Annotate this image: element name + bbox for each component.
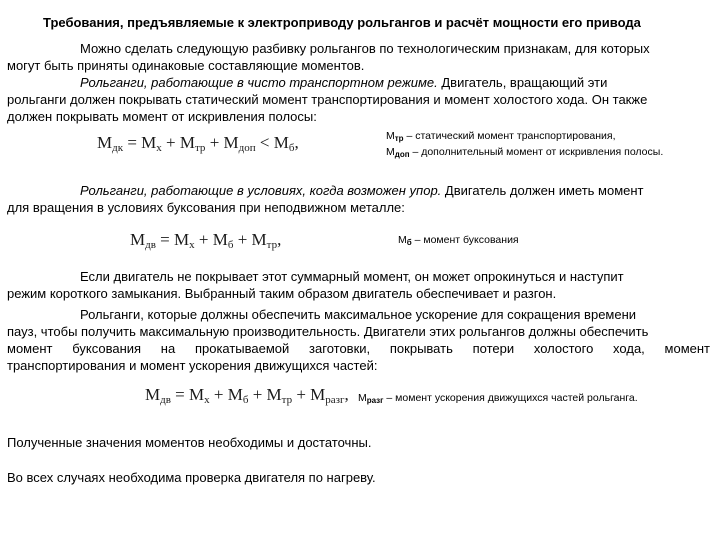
p4-line1: Рольганги, которые должны обеспечить максимальное ускорение для сокращения времени bbox=[80, 307, 637, 322]
s1-heading: Рольганги, работающие в чисто транспортном режиме. bbox=[80, 75, 438, 90]
s2-heading: Рольганги, работающие в условиях, когда возможен упор. bbox=[80, 183, 442, 198]
p6: Во всех случаях необходима проверка двигателя по нагреву. bbox=[7, 470, 376, 485]
s2-line1-rest: Двигатель должен иметь момент bbox=[441, 183, 644, 198]
s1-line1 bbox=[80, 74, 607, 91]
formula-3: Mдв = Mх + Mб + Mтр + Mразг, bbox=[145, 385, 349, 406]
p4-note: Mразг – момент ускорения движущихся частей рольганга. bbox=[358, 392, 638, 405]
p1-line2: могут быть приняты одинаковые составляющие моментов. bbox=[7, 58, 365, 73]
page-title: Требования, предъявляемые к электроприводу рольгангов и расчёт мощности его привода bbox=[43, 15, 641, 30]
s2-line2: для вращения в условиях буксования при неподвижном металле: bbox=[7, 200, 405, 215]
formula-2: Mдв = Mх + Mб + Mтр, bbox=[130, 230, 282, 251]
p4-line2: пауз, чтобы получить максимальную производительность. Двигатели этих рольгангов должны обеспечить bbox=[7, 324, 649, 339]
p3-line2: режим короткого замыкания. Выбранный таким образом двигатель обеспечивает и разгон. bbox=[7, 286, 557, 301]
s1-line3: должен покрывать момент от искривления полосы: bbox=[7, 109, 317, 124]
s2-line1 bbox=[80, 182, 644, 199]
s2-note: Mб – момент буксования bbox=[398, 234, 519, 247]
p4-line4: транспортирования и момент ускорения движущихся частей: bbox=[7, 358, 378, 373]
s1-line1-rest: Двигатель, вращающий эти bbox=[437, 75, 608, 90]
s1-note2: Mдоп – дополнительный момент от искривления полосы. bbox=[386, 146, 664, 159]
p5: Полученные значения моментов необходимы и достаточны. bbox=[7, 435, 372, 450]
p1-line1: Можно сделать следующую разбивку рольгангов по технологическим признакам, для которых bbox=[80, 41, 650, 56]
p4-line3: момент буксования на прокатываемой заготовки, покрывать потери холостого хода, момент bbox=[7, 341, 710, 356]
s1-note1: Mтр – статический момент транспортирования, bbox=[386, 130, 616, 143]
p3-line1: Если двигатель не покрывает этот суммарный момент, он может опрокинуться и наступит bbox=[80, 269, 624, 284]
formula-1: Mдк = Mх + Mтр + Mдоп < Mб, bbox=[97, 133, 299, 154]
s1-line2: рольганги должен покрывать статический момент транспортирования и момент холостого хода. Он также bbox=[7, 92, 648, 107]
